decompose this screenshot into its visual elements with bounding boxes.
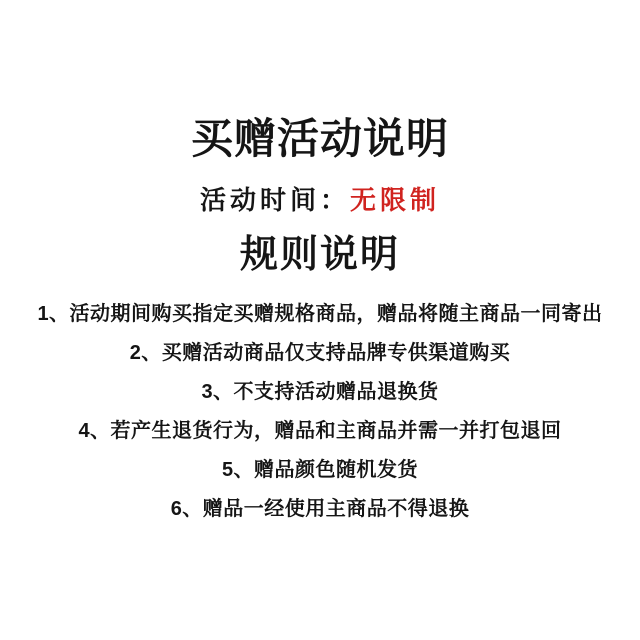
rule-item: 3、不支持活动赠品退换货	[201, 381, 439, 403]
rule-item: 5、赠品颜色随机发货	[221, 459, 419, 481]
rule-item: 4、若产生退货行为，赠品和主商品并需一并打包退回	[78, 420, 562, 442]
rules-list	[0, 302, 640, 522]
rule-item: 2、买赠活动商品仅支持品牌专供渠道购买	[129, 342, 511, 364]
page-title: 买赠活动说明	[190, 115, 449, 162]
rule-item: 6、赠品一经使用主商品不得退换	[170, 498, 470, 520]
rules-heading: 规则说明	[239, 234, 400, 276]
activity-time-label: 活动时间：	[199, 185, 350, 215]
activity-time-row	[0, 186, 640, 214]
rule-item: 1、活动期间购买指定买赠规格商品，赠品将随主商品一同寄出	[37, 303, 603, 325]
activity-time-value: 无限制	[350, 185, 441, 215]
